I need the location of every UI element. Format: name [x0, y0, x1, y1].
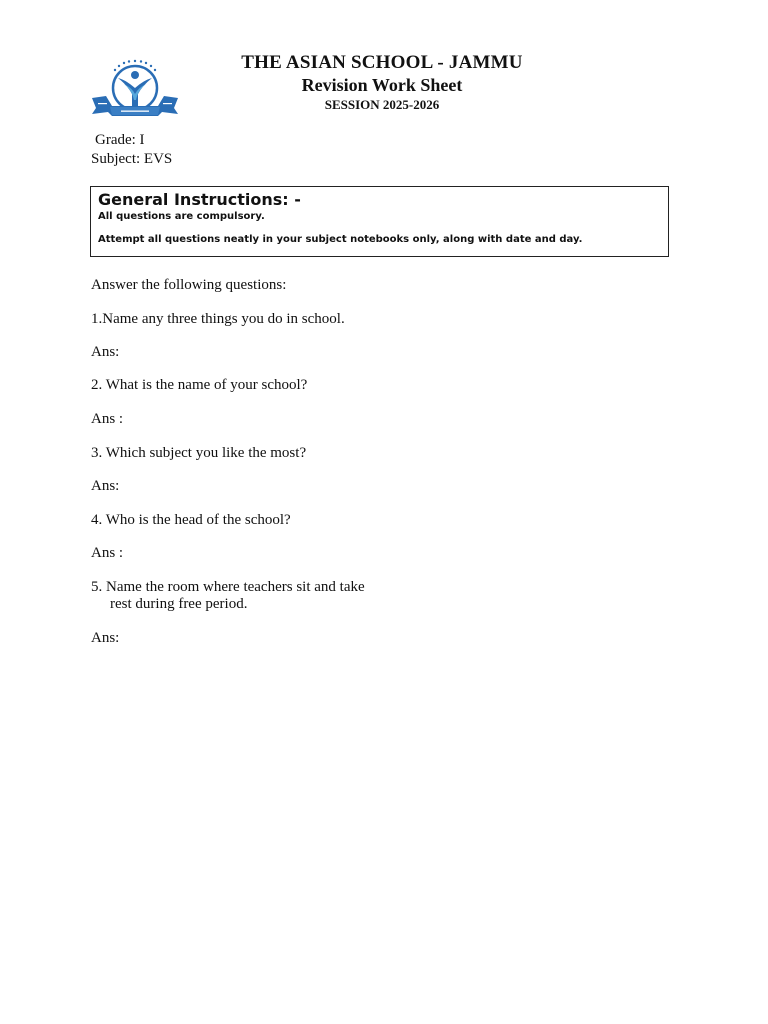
school-name: THE ASIAN SCHOOL - JAMMU — [241, 52, 523, 73]
instruction-line: Attempt all questions neatly in your subject notebooks only, along with date and day. — [98, 234, 583, 245]
question-5: 5. Name the room where teachers sit and take — [91, 579, 365, 595]
document-header — [180, 52, 584, 113]
question-4: 4. Who is the head of the school? — [91, 512, 291, 528]
session-label: SESSION 2025-2026 — [324, 97, 440, 112]
question-1: 1.Name any three things you do in school. — [91, 311, 345, 327]
sheet-title: Revision Work Sheet — [301, 75, 463, 95]
question-2: 2. What is the name of your school? — [91, 377, 308, 393]
question-3: 3. Which subject you like the most? — [91, 445, 307, 461]
instructions-heading: General Instructions: - — [98, 190, 301, 209]
general-instructions-box — [90, 186, 669, 257]
answer-2-label: Ans : — [91, 411, 124, 427]
answer-1-label: Ans: — [91, 344, 120, 360]
answer-5-label: Ans: — [91, 630, 120, 646]
answer-4-label: Ans : — [91, 545, 124, 561]
answer-3-label: Ans: — [91, 478, 120, 494]
instruction-line: All questions are compulsory. — [98, 211, 265, 222]
grade-label: Grade: I — [95, 132, 145, 148]
school-emblem-icon — [88, 56, 182, 120]
student-meta — [91, 131, 172, 169]
questions-intro: Answer the following questions: — [91, 277, 287, 293]
question-5-continued: rest during free period. — [110, 596, 248, 612]
subject-label: Subject: EVS — [91, 151, 173, 167]
